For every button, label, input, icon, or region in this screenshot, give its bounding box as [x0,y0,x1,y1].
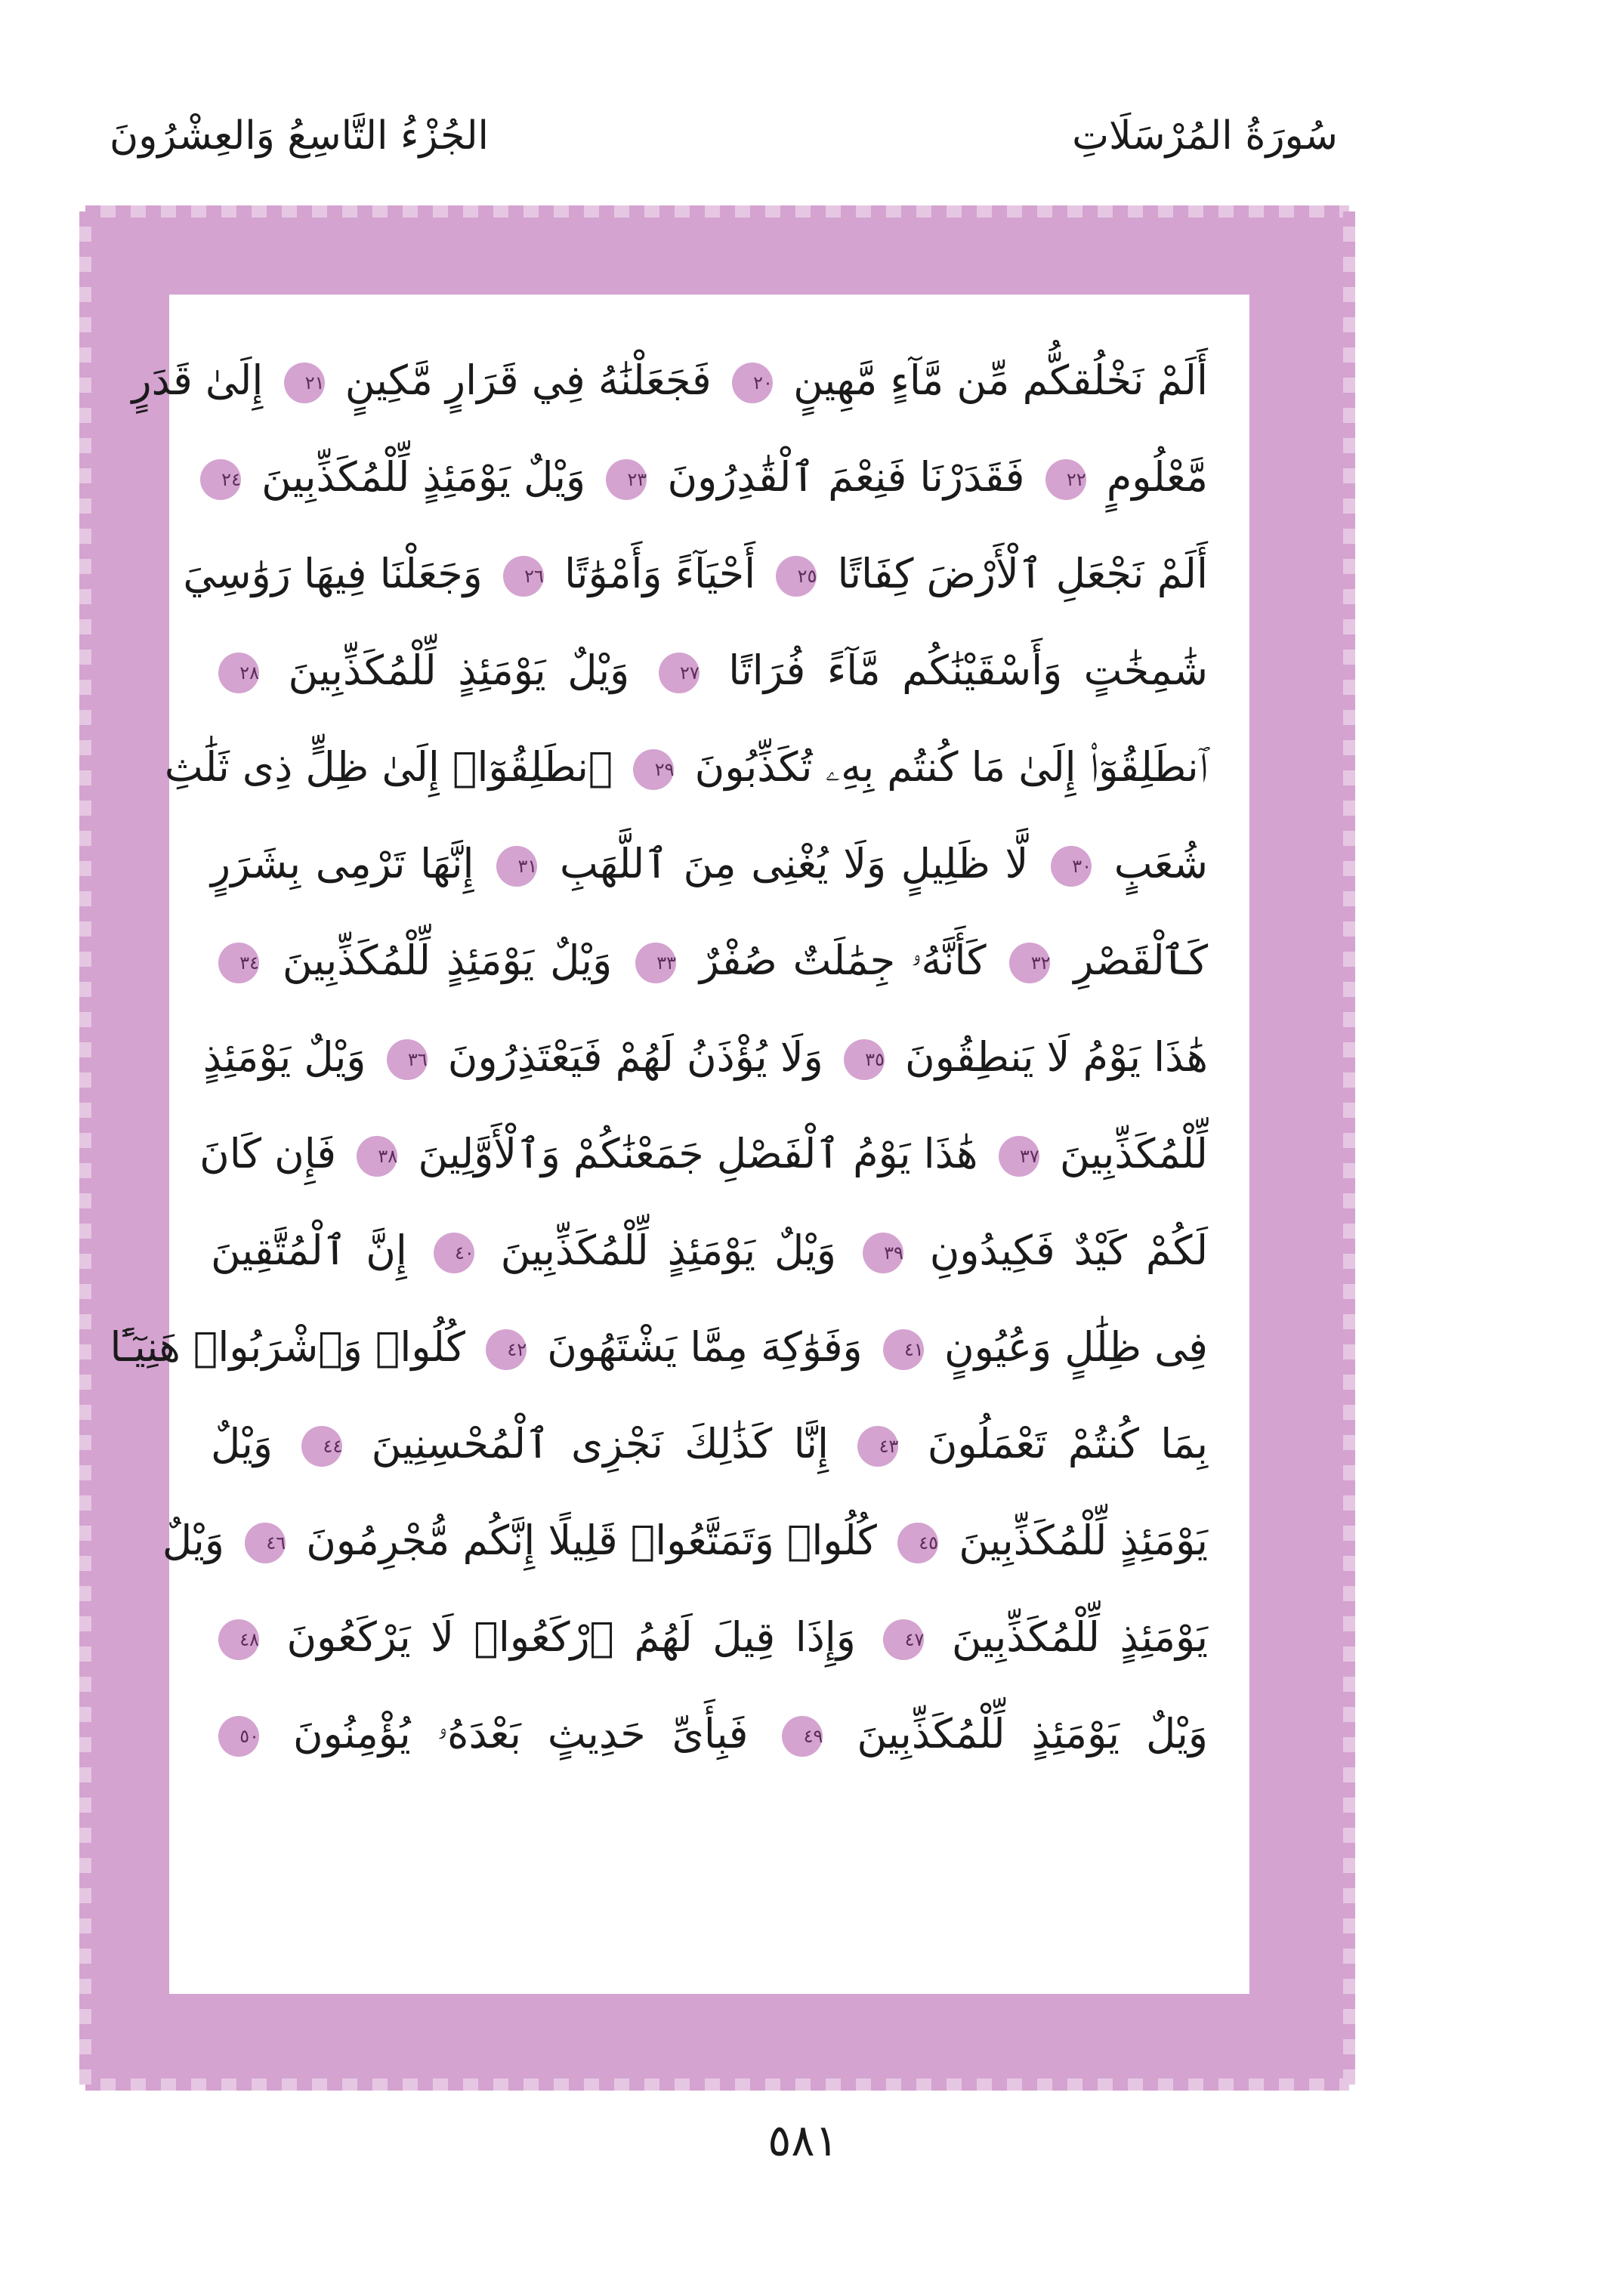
verse-line [110,1299,1208,1396]
verse-text: فَجَعَلْنَٰهُ فِي قَرَارٍ مَّكِينٍ [344,356,712,404]
verse-text: فِى ظِلَٰلٍ وَعُيُونٍ [944,1323,1208,1371]
verse-text: بِمَا كُنتُمْ تَعْمَلُونَ [927,1420,1208,1467]
verse-text: مَّعْلُومٍ [1106,453,1208,501]
verse-text: كَٱلْقَصْرِ [1073,937,1209,984]
verse-text: فَإِن كَانَ [199,1130,337,1177]
juz-title: الجُزْءُ التَّاسِعُ وَالعِشْرُونَ [110,113,489,159]
verse-text: شَٰمِخَٰتٍ وَأَسْقَيْنَٰكُم مَّآءً فُرَاتًا [728,647,1209,694]
ayah-number-marker: ٢٥ [776,556,817,597]
ayah-number-marker: ٢٤ [200,459,241,500]
verse-text: أَلَمْ نَجْعَلِ ٱلْأَرْضَ كِفَاتًا [837,550,1208,597]
ayah-number-marker: ٣٢ [1009,943,1050,983]
verse-text: ٱنطَلِقُوٓا۟ إِلَىٰ ظِلٍّ ذِى ثَلَٰثِ [164,743,613,791]
verse-text: فَقَدَرْنَا فَنِعْمَ ٱلْقَٰدِرُونَ [667,453,1025,501]
verse-text: وَإِذَا قِيلَ لَهُمُ ٱرْكَعُوا۟ لَا يَرْكَعُونَ [286,1613,856,1661]
verse-line [211,1202,1208,1299]
verse-line [164,719,1208,816]
verse-line [211,1686,1208,1782]
frame-ornament-bottom [85,2078,1349,2091]
verse-line [162,1492,1208,1589]
verse-text: يَوْمَئِذٍ لِّلْمُكَذِّبِينَ [959,1517,1208,1564]
ayah-number-marker: ٣٤ [218,943,259,983]
verse-text: كَأَنَّهُۥ جِمَٰلَتٌ صُفْرٌ [699,937,987,984]
verse-text: أَحْيَآءً وَأَمْوَٰتًا [564,550,756,597]
verse-line [211,622,1208,719]
frame-ornament-right [1343,211,1355,2085]
ayah-number-marker: ٤٧ [883,1619,924,1660]
verse-text: هَٰذَا يَوْمُ ٱلْفَصْلِ جَمَعْنَٰكُمْ وَٱلْأَوَّلِينَ [418,1130,978,1177]
ayah-number-marker: ٢١ [284,363,325,403]
verse-text: إِنَّا كَذَٰلِكَ نَجْزِى ٱلْمُحْسِنِينَ [371,1420,829,1467]
verse-line [211,1589,1208,1686]
verse-text: شُعَبٍ [1113,840,1209,887]
verse-text: لَكُمْ كَيْدٌ فَكِيدُونِ [929,1227,1209,1274]
ayah-number-marker: ٢٣ [606,459,647,500]
verse-text: لَّا ظَلِيلٍ وَلَا يُغْنِى مِنَ ٱللَّهَبِ [559,840,1029,887]
ayah-number-marker: ٤٨ [218,1619,259,1660]
ayah-number-marker: ٢٧ [659,653,700,693]
ayah-number-marker: ٤١ [883,1329,924,1370]
verse-text: فَبِأَىِّ حَدِيثٍ بَعْدَهُۥ يُؤْمِنُونَ [292,1710,749,1757]
verse-line [131,332,1208,429]
verse-line [202,1009,1208,1106]
verse-text: هَٰذَا يَوْمُ لَا يَنطِقُونَ [905,1033,1208,1081]
ayah-number-marker: ٢٠ [732,363,773,403]
verse-line [211,816,1208,912]
ayah-number-marker: ٣٩ [863,1233,903,1273]
verse-text: وَلَا يُؤْذَنُ لَهُمْ فَيَعْتَذِرُونَ [447,1033,823,1081]
verse-line [183,526,1208,622]
verse-text: وَيْلٌ يَوْمَئِذٍ لِّلْمُكَذِّبِينَ [261,453,586,501]
page-number: ٥٨١ [767,2115,839,2166]
ayah-number-marker: ٢٢ [1045,459,1086,500]
verse-text: وَيْلٌ يَوْمَئِذٍ لِّلْمُكَذِّبِينَ [857,1710,1208,1757]
verse-text: وَيْلٌ [162,1517,224,1564]
ayah-number-marker: ٢٩ [633,749,674,790]
verse-text: كُلُوا۟ وَتَمَتَّعُوا۟ قَلِيلًا إِنَّكُم مُّجْرِمُونَ [306,1517,877,1564]
verse-text: وَيْلٌ يَوْمَئِذٍ لِّلْمُكَذِّبِينَ [288,647,630,694]
verse-text: وَيْلٌ يَوْمَئِذٍ [202,1033,366,1081]
verse-lines [110,332,1209,1782]
verse-line [199,1106,1208,1202]
verse-text: إِنَّ ٱلْمُتَّقِينَ [211,1227,407,1274]
ayah-number-marker: ٤٤ [301,1426,342,1467]
ayah-number-marker: ٣٠ [1051,846,1092,887]
text-panel [110,295,1249,1994]
verse-text: يَوْمَئِذٍ لِّلْمُكَذِّبِينَ [951,1613,1208,1661]
ayah-number-marker: ٤٢ [486,1329,527,1370]
ayah-number-marker: ٣١ [496,846,537,887]
page-frame [85,211,1349,2085]
verse-text: إِنَّهَا تَرْمِى بِشَرَرٍ [211,840,474,887]
verse-text: وَفَوَٰكِهَ مِمَّا يَشْتَهُونَ [547,1323,863,1371]
verse-text: لِّلْمُكَذِّبِينَ [1059,1130,1208,1177]
ayah-number-marker: ٤٦ [245,1523,286,1563]
ayah-number-marker: ٤٩ [782,1716,823,1757]
ayah-number-marker: ٢٦ [503,556,544,597]
ayah-number-marker: ٤٣ [857,1426,898,1467]
ayah-number-marker: ٥٠ [218,1716,259,1757]
ayah-number-marker: ٤٥ [897,1523,938,1563]
verse-text: كُلُوا۟ وَٱشْرَبُوا۟ هَنِيٓـًٔا [110,1323,465,1371]
verse-line [211,1396,1208,1492]
verse-text: أَلَمْ نَخْلُقكُّم مِّن مَّآءٍ مَّهِينٍ [793,356,1208,404]
frame-ornament-top [85,205,1349,218]
ayah-number-marker: ٣٥ [844,1039,885,1080]
verse-text: ٱنطَلِقُوٓا۟ إِلَىٰ مَا كُنتُم بِهِۦ تُكَذِّبُونَ [694,743,1208,791]
ayah-number-marker: ٣٣ [635,943,676,983]
frame-ornament-left [79,211,91,2085]
verse-text: وَيْلٌ يَوْمَئِذٍ لِّلْمُكَذِّبِينَ [282,937,613,984]
ayah-number-marker: ٣٨ [357,1136,397,1177]
ayah-number-marker: ٤٠ [434,1233,474,1273]
verse-text: وَجَعَلْنَا فِيهَا رَوَٰسِيَ [183,550,483,597]
surah-title: سُورَةُ المُرْسَلَاتِ [1072,113,1338,159]
verse-text: وَيْلٌ [211,1420,273,1467]
ayah-number-marker: ٣٦ [387,1039,428,1080]
ayah-number-marker: ٢٨ [218,653,259,693]
verse-text: إِلَىٰ قَدَرٍ [131,356,264,404]
verse-line [211,912,1208,1009]
ayah-number-marker: ٣٧ [999,1136,1039,1177]
verse-text: وَيْلٌ يَوْمَئِذٍ لِّلْمُكَذِّبِينَ [500,1227,836,1274]
verse-line [211,429,1208,526]
